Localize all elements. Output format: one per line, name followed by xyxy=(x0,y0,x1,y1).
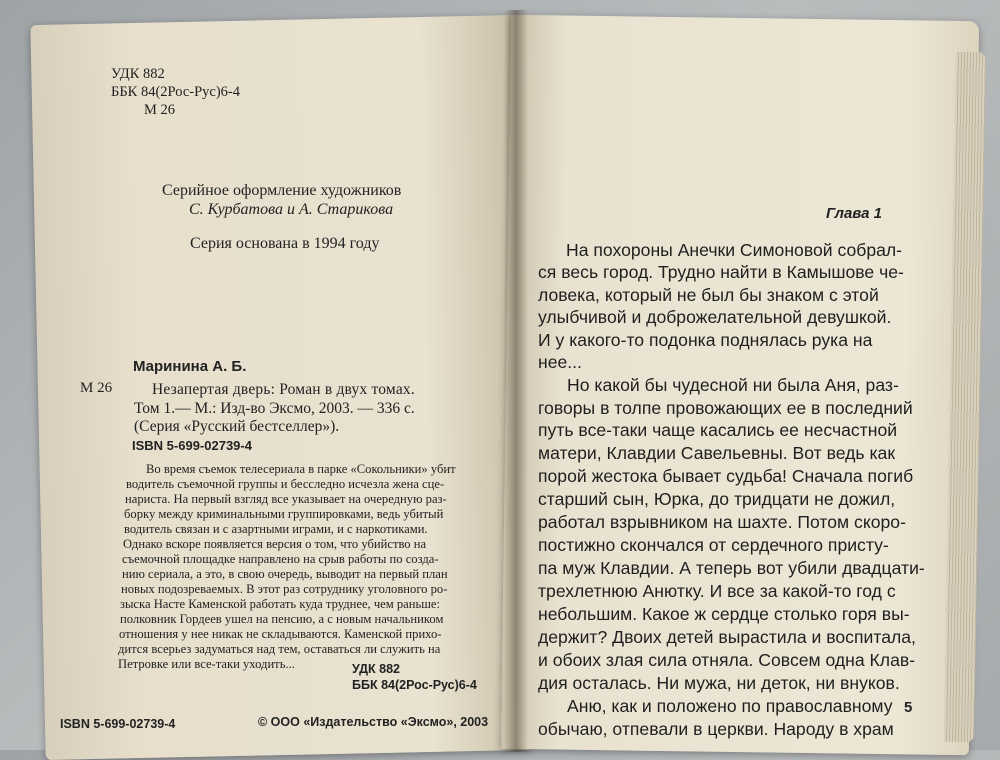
isbn-bottom: ISBN 5-699-02739-4 xyxy=(60,717,176,731)
annotation-line: съемочной площадке направлено на срыв работы по созда- xyxy=(122,552,439,566)
annotation-line: Однако вскоре появляется версия о том, что убийство на xyxy=(123,537,427,551)
text-line: небольшим. Какое ж сердце столько горя вы- xyxy=(538,604,910,624)
text-line: дия осталась. Ни мужа, ни деток, ни внуков. xyxy=(538,673,900,693)
text-line: путь все-таки чаще касались ее несчастной xyxy=(538,420,898,440)
annotation-line: зыска Насте Каменской работать куда труднее, чем раньше: xyxy=(120,597,441,611)
text-line: ся весь город. Трудно найти в Камышове че- xyxy=(538,262,904,282)
series-founded: Серия основана в 1994 году xyxy=(190,235,380,252)
author-code: М 26 xyxy=(144,102,176,118)
bbk-bottom: ББК 84(2Рос-Рус)6-4 xyxy=(352,678,477,692)
author-name: Маринина А. Б. xyxy=(133,358,247,375)
page-number: 5 xyxy=(904,699,913,716)
text-line: и обоих злая сила отняла. Совсем одна Клав- xyxy=(538,650,916,670)
chapter-heading: Глава 1 xyxy=(826,205,883,222)
udk-bottom: УДК 882 xyxy=(352,662,401,676)
annotation-line: водитель связан и с азартными играми, и с наркотиками. xyxy=(124,522,428,536)
text-line: обычаю, отпевали в церкви. Народу в храм xyxy=(538,719,894,739)
text-line: трехлетнюю Анютку. И все за какой-то год с xyxy=(538,581,896,601)
annotation-line: Петровке или все-таки уходить... xyxy=(118,657,295,671)
bib-line-1: Незапертая дверь: Роман в двух томах. xyxy=(152,381,415,398)
text-line: старший сын, Юрка, до тридцати не дожил, xyxy=(538,489,896,509)
text-line: Аню, как и положено по православному xyxy=(567,696,893,716)
book-gutter xyxy=(504,10,528,752)
copyright: © ООО «Издательство «Эксмо», 2003 xyxy=(258,715,489,729)
text-line: работал взрывником на шахте. Потом скоро- xyxy=(538,512,906,532)
bib-line-3: (Серия «Русский бестселлер»). xyxy=(134,418,340,435)
series-design-line1: Серийное оформление художников xyxy=(162,182,402,199)
text-line: па муж Клавдии. А теперь вот убили двадцати- xyxy=(538,558,925,578)
text-line: говоры в толпе провожающих ее в последний xyxy=(538,398,913,418)
udk-code: УДК 882 xyxy=(111,66,165,82)
text-line: нее... xyxy=(538,352,582,372)
annotation-line: отношения у нее никак не складываются. Каменской прихо- xyxy=(119,627,442,641)
annotation-line: нию сериала, а это, в свою очередь, выводит на первый план xyxy=(122,567,448,581)
annotation-line: полковник Гордеев ушел на пенсию, а с новым начальником xyxy=(120,612,444,626)
text-line: И у какого-то подонка поднялась рука на xyxy=(538,330,873,350)
series-design-line2: С. Курбатова и А. Старикова xyxy=(189,201,394,218)
annotation-line: Во время съемок телесериала в парке «Сокольники» убит xyxy=(146,462,456,476)
annotation-line: водитель съемочной группы и бесследно исчезла жена сце- xyxy=(126,477,445,491)
isbn: ISBN 5-699-02739-4 xyxy=(132,438,252,453)
annotation-line: нариста. На первый взгляд все указывает на очередную раз- xyxy=(125,492,447,506)
text-line: ловека, который не был бы знаком с этой xyxy=(538,285,879,305)
text-line: держит? Двоих детей вырастила и воспитала, xyxy=(538,627,916,647)
text-line: На похороны Анечки Симоновой собрал- xyxy=(566,240,903,260)
text-line: матери, Клавдии Савельевны. Вот ведь как xyxy=(538,443,896,463)
text-line: постижно скончался от сердечного присту- xyxy=(538,535,889,555)
text-line: Но какой бы чудесной ни была Аня, раз- xyxy=(567,375,899,395)
text-line: порой жестока бывает судьба! Сначала погиб xyxy=(538,466,914,486)
bib-line-2: Том 1.— М.: Изд-во Эксмо, 2003. — 336 с. xyxy=(134,400,415,417)
text-line: улыбчивой и доброжелательной девушкой. xyxy=(538,307,892,327)
annotation-line: новых подозреваемых. В этот раз сотруднику уголовного ро- xyxy=(121,582,448,596)
bbk-code: ББК 84(2Рос-Рус)6-4 xyxy=(111,84,241,100)
annotation-line: дится всерьез задуматься над тем, оставаться ли служить на xyxy=(118,642,441,656)
author-code-margin: М 26 xyxy=(80,380,113,396)
annotation-line: борку между криминальными группировками, ведь убитый xyxy=(124,507,444,521)
